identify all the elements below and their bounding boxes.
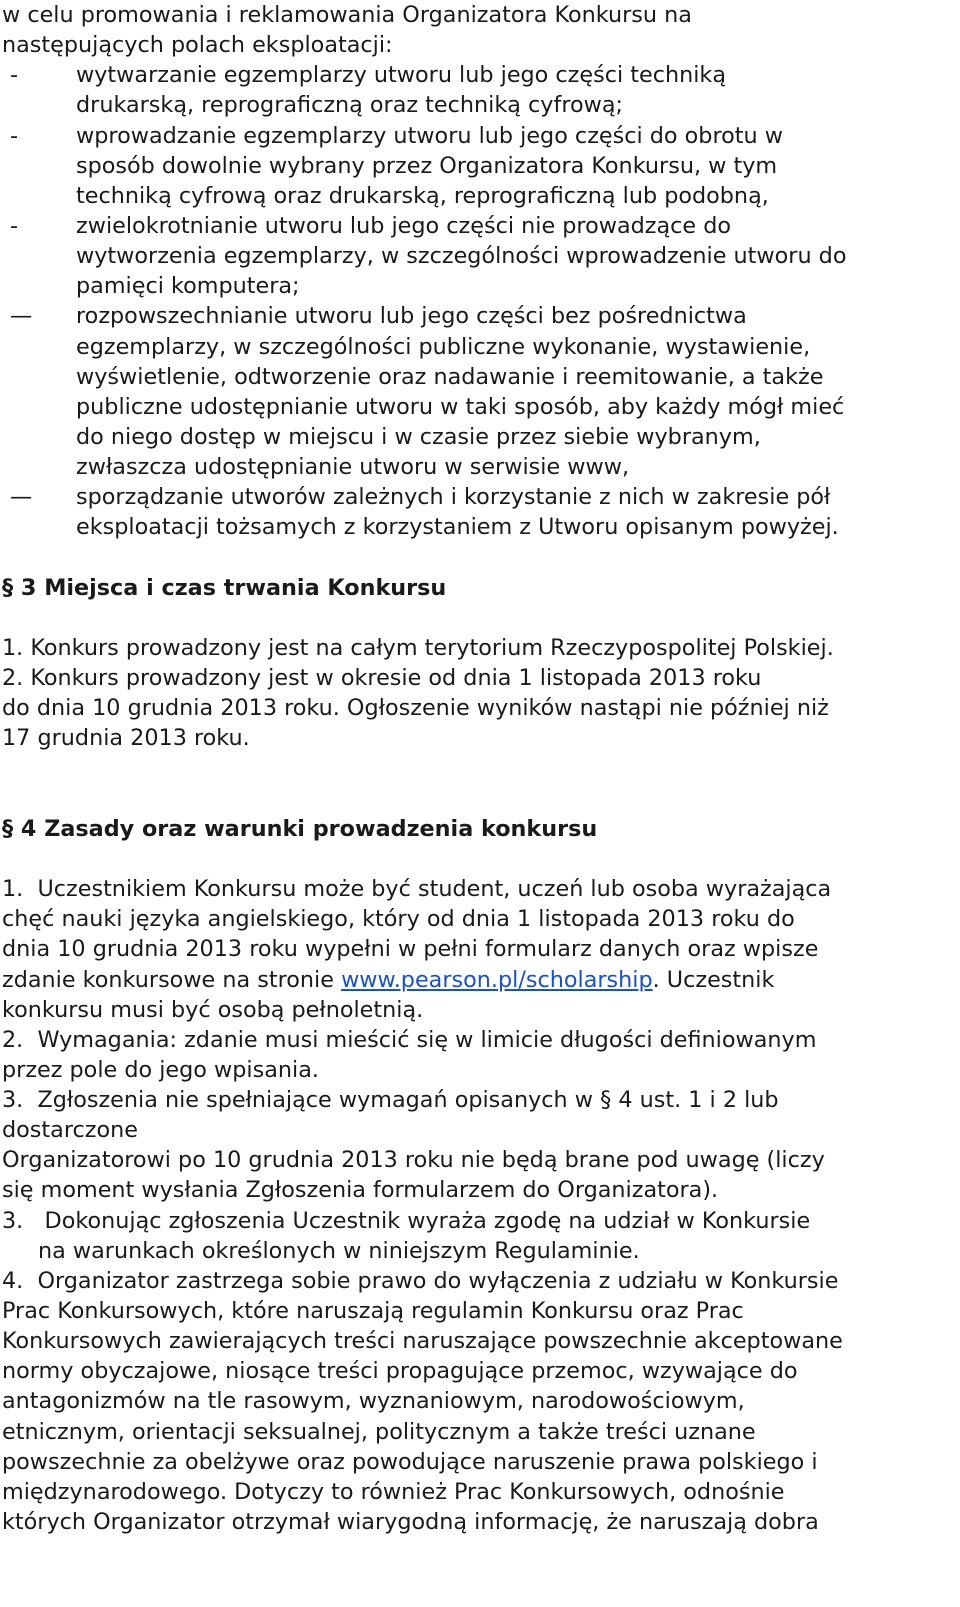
text-line: zwłaszcza udostępnianie utworu w serwisie www, — [76, 454, 630, 481]
spacer — [2, 754, 960, 784]
bullet-mark: — — [10, 484, 33, 511]
text-line: konkursu musi być osobą pełnoletnią. — [2, 996, 424, 1023]
text-line: pamięci komputera; — [76, 273, 300, 300]
bullet-mark: - — [10, 122, 19, 149]
bullet-mark: — — [10, 303, 33, 330]
text-line: na warunkach określonych w niniejszym Regulaminie. — [38, 1237, 640, 1264]
section-3-heading: § 3 Miejsca i czas trwania Konkursu — [2, 574, 447, 601]
section-4-heading: § 4 Zasady oraz warunki prowadzenia konkursu — [2, 815, 598, 842]
text-fragment: . Uczestnik — [652, 966, 775, 993]
text-line: 1. Konkurs prowadzony jest na całym terytorium Rzeczypospolitej Polskiej. — [2, 634, 834, 661]
text-line: wyświetlenie, odtworzenie oraz nadawanie i reemitowanie, a także — [76, 363, 824, 390]
exploitation-fields-list — [2, 60, 960, 542]
text-line: których Organizator otrzymał wiarygodną informację, że naruszają dobra — [2, 1509, 819, 1536]
text-line: Prac Konkursowych, które naruszają regulamin Konkursu oraz Prac — [2, 1298, 744, 1325]
text-line: wytwarzanie egzemplarzy utworu lub jego części techniką — [76, 62, 727, 89]
text-line: dnia 10 grudnia 2013 roku wypełni w pełni formularz danych oraz wpisze — [2, 936, 819, 963]
text-line: publiczne udostępnianie utworu w taki sposób, aby każdy mógł mieć — [76, 393, 845, 420]
text-line: 4. Organizator zastrzega sobie prawo do wyłączenia z udziału w Konkursie — [2, 1267, 839, 1294]
list-item — [2, 301, 960, 482]
spacer — [2, 784, 960, 814]
text-line: egzemplarzy, w szczególności publiczne wykonanie, wystawienie, — [76, 333, 811, 360]
text-line: powszechnie za obelżywe oraz powodujące naruszenie prawa polskiego i — [2, 1448, 818, 1475]
text-line: przez pole do jego wpisania. — [2, 1056, 319, 1083]
text-fragment: zdanie konkursowe na stronie — [2, 966, 342, 993]
text-line — [2, 965, 960, 995]
text-line: techniką cyfrową oraz drukarską, reprograficzną lub podobną, — [76, 182, 769, 209]
list-item — [2, 482, 960, 542]
list-item — [2, 60, 960, 120]
spacer — [2, 543, 960, 573]
text-line: 1. Uczestnikiem Konkursu może być student, uczeń lub osoba wyrażająca — [2, 876, 832, 903]
text-line: 2. Wymagania: zdanie musi mieścić się w limicie długości definiowanym — [2, 1026, 817, 1053]
section-4-body — [2, 874, 960, 1537]
list-item — [2, 121, 960, 211]
text-line: chęć nauki języka angielskiego, który od dnia 1 listopada 2013 roku do — [2, 906, 795, 933]
text-line: dostarczone — [2, 1117, 138, 1144]
text-line: sporządzanie utworów zależnych i korzystanie z nich w zakresie pół — [76, 484, 831, 511]
text-line: normy obyczajowe, niosące treści propagujące przemoc, wzywające do — [2, 1358, 798, 1385]
text-line: 3. Zgłoszenia nie spełniające wymagań opisanych w § 4 ust. 1 i 2 lub — [2, 1087, 779, 1114]
text-line: wprowadzanie egzemplarzy utworu lub jego części do obrotu w — [76, 122, 783, 149]
text-line: zwielokrotnianie utworu lub jego części nie prowadzące do — [76, 212, 732, 239]
text-line: rozpowszechnianie utworu lub jego części bez pośrednictwa — [76, 303, 747, 330]
text-line: sposób dowolnie wybrany przez Organizatora Konkursu, w tym — [76, 152, 778, 179]
text-line: 17 grudnia 2013 roku. — [2, 725, 250, 752]
text-line: wytworzenia egzemplarzy, w szczególności wprowadzenie utworu do — [76, 243, 847, 270]
list-item — [2, 211, 960, 301]
text-line: Konkursowych zawierających treści naruszające powszechnie akceptowane — [2, 1328, 843, 1355]
spacer — [2, 603, 960, 633]
scholarship-link[interactable]: www.pearson.pl/scholarship — [341, 966, 653, 993]
bullet-mark: - — [10, 212, 19, 239]
text-line: 2. Konkurs prowadzony jest w okresie od dnia 1 listopada 2013 roku — [2, 665, 762, 692]
text-line: drukarską, reprograficzną oraz techniką cyfrową; — [76, 92, 624, 119]
text-line: w celu promowania i reklamowania Organizatora Konkursu na — [2, 2, 692, 28]
intro-paragraph — [2, 0, 960, 60]
text-line: międzynarodowego. Dotyczy to również Prac Konkursowych, odnośnie — [2, 1478, 785, 1505]
spacer — [2, 844, 960, 874]
text-line: do dnia 10 grudnia 2013 roku. Ogłoszenie wyników nastąpi nie później niż — [2, 695, 829, 722]
text-line: eksploatacji tożsamych z korzystaniem z Utworu opisanym powyżej. — [76, 514, 839, 541]
text-line: etnicznym, orientacji seksualnej, politycznym a także treści uznane — [2, 1418, 756, 1445]
section-3-body — [2, 633, 960, 754]
text-line: się moment wysłania Zgłoszenia formularzem do Organizatora). — [2, 1177, 719, 1204]
text-line: 3. Dokonując zgłoszenia Uczestnik wyraża zgodę na udział w Konkursie — [2, 1207, 811, 1234]
text-line: następujących polach eksploatacji: — [2, 32, 393, 59]
text-line: Organizatorowi po 10 grudnia 2013 roku nie będą brane pod uwagę (liczy — [2, 1147, 825, 1174]
text-line: do niego dostęp w miejscu i w czasie przez siebie wybranym, — [76, 423, 761, 450]
text-line: antagonizmów na tle rasowym, wyznaniowym, narodowościowym, — [2, 1388, 745, 1415]
bullet-mark: - — [10, 62, 19, 89]
